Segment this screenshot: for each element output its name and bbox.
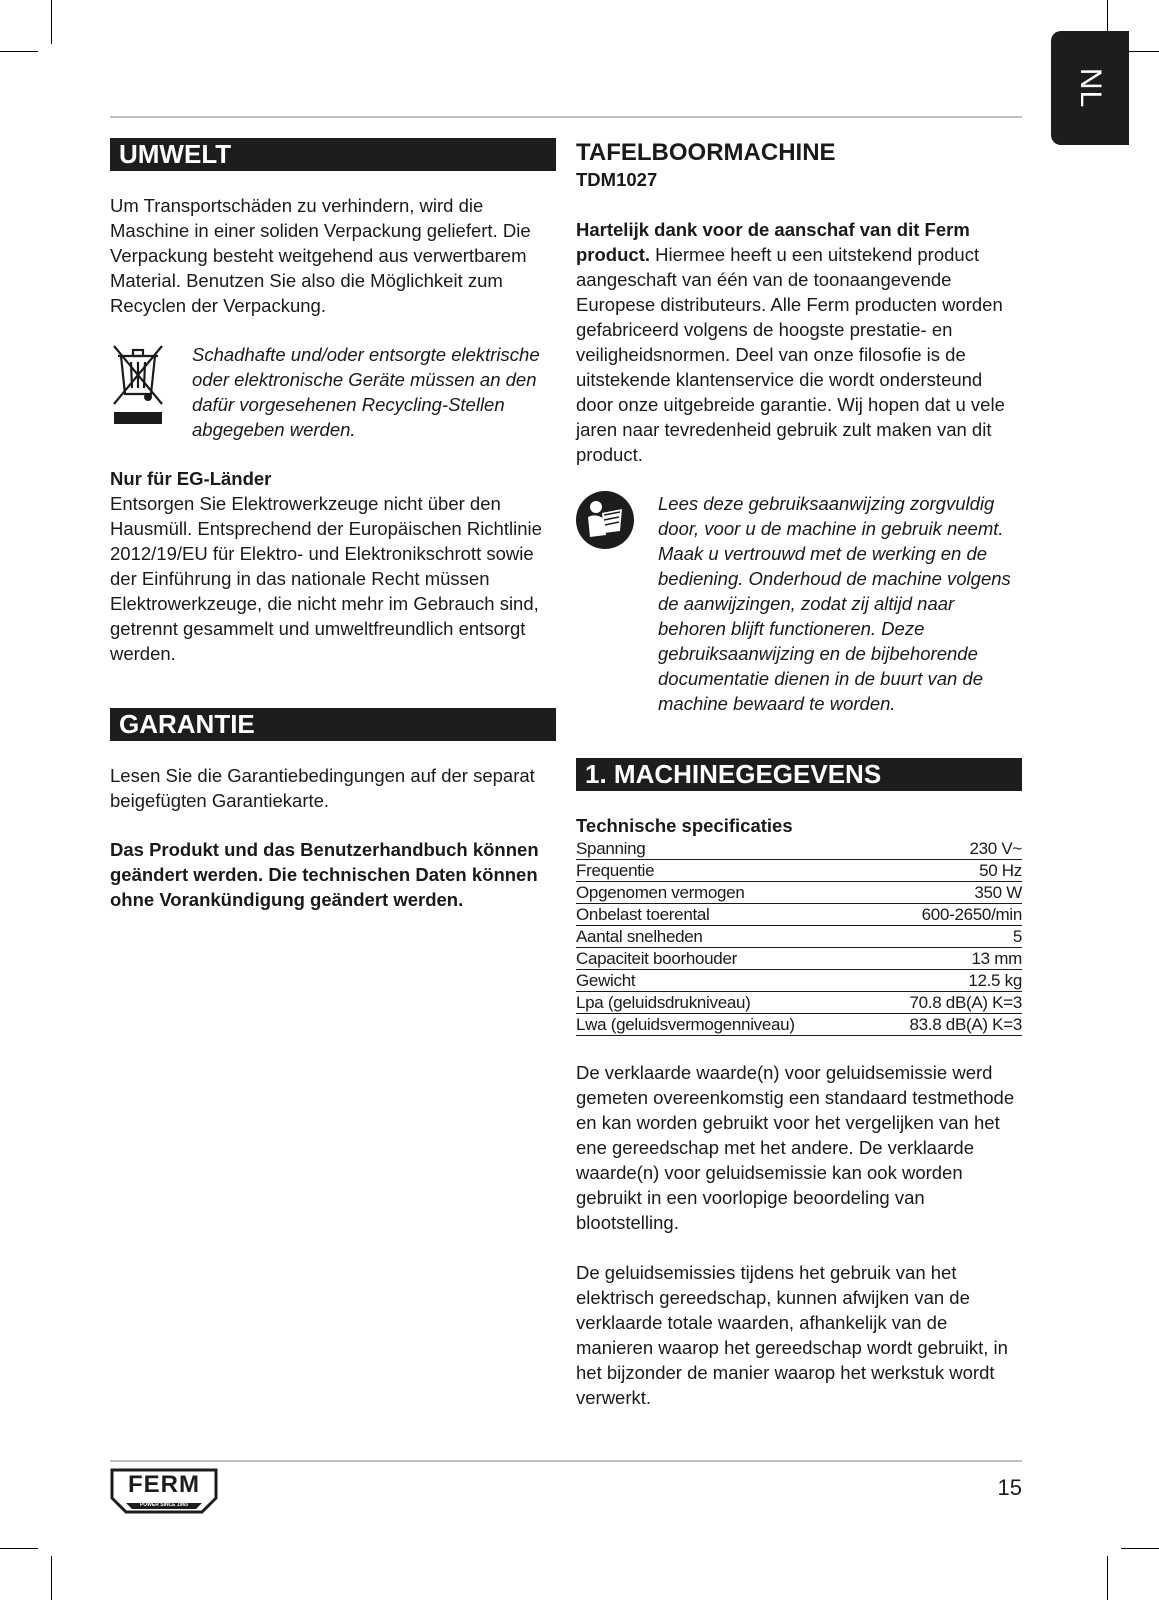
spec-label: Capaciteit boorhouder <box>576 948 870 970</box>
spec-value: 70.8 dB(A) K=3 <box>870 992 1022 1014</box>
noise-paragraph-2: De geluidsemissies tijdens het gebruik van het elektrisch gereedschap, kunnen afwijken van de verklaarde totale waarden, afhankelijk van de manieren waarop het gereedschap wordt gebruikt, in het bijzonder de manier waarop het werkstuk wordt verwerkt. <box>576 1262 1008 1408</box>
section-heading-umwelt: UMWELT <box>110 138 556 171</box>
weee-note-text: Schadhafte und/oder entsorgte elektrische oder elektronische Geräte müssen an den dafür vorgesehenen Recycling-Stellen abgegeben werden. <box>192 344 540 440</box>
section-heading-machinegegevens: 1. MACHINEGEGEVENS <box>576 758 1022 791</box>
product-title: TAFELBOORMACHINE <box>576 139 836 166</box>
spec-label: Aantal snelheden <box>576 926 870 948</box>
logo-text: FERM <box>128 1471 200 1498</box>
intro-bold: Hartelijk dank voor de aanschaf van dit Ferm product. <box>576 219 970 265</box>
manual-note <box>576 491 1022 716</box>
spec-row <box>576 860 1022 882</box>
garantie-body: Lesen Sie die Garantiebedingungen auf der separat beigefügten Garantiekarte. <box>110 765 535 811</box>
spec-row <box>576 904 1022 926</box>
spec-label: Onbelast toerental <box>576 904 870 926</box>
product-model: TDM1027 <box>576 169 658 190</box>
spec-value: 83.8 dB(A) K=3 <box>870 1014 1022 1036</box>
crop-mark <box>51 1556 52 1600</box>
left-column <box>110 138 556 912</box>
spec-value: 13 mm <box>870 948 1022 970</box>
spec-label: Lpa (geluidsdrukniveau) <box>576 992 870 1014</box>
weee-bin-icon <box>110 342 192 431</box>
page-number: 15 <box>997 1475 1022 1500</box>
spec-label: Opgenomen vermogen <box>576 882 870 904</box>
garantie-bold-note: Das Produkt und das Benutzerhandbuch können geändert werden. Die technischen Daten können ohne Vorankündigung geändert werden. <box>110 839 539 910</box>
intro-paragraph <box>576 217 1022 467</box>
spec-label: Lwa (geluidsvermogenniveau) <box>576 1014 870 1036</box>
manual-note-text: Lees deze gebruiksaanwijzing zorgvuldig door, voor u de machine in gebruik neemt. Maak u vertrouwd met de werking en de bediening. Onderhoud de machine volgens de aanwijzingen, zodat zij altijd naar behoren blijft functioneren. Deze gebruiksaanwijzing en de bijbehorende documentatie dienen in de buurt van de machine bewaard te worden. <box>658 493 1011 714</box>
spec-row <box>576 948 1022 970</box>
intro-rest: Hiermee heeft u een uitstekend product aangeschaft van één van de toonaangevende Europese distributeurs. Alle Ferm producten worden gefabriceerd volgens de hoogste prestatie- en veiligheidsnormen. Deel van onze filosofie is de uitstekende klantenservice die wordt ondersteund door onze uitgebreide garantie. Wij hopen dat u vele jaren naar tevredenheid gebruik zult maken van dit product. <box>576 244 1005 465</box>
noise-paragraph-1: De verklaarde waarde(n) voor geluidsemissie werd gemeten overeenkomstig een standaard testmethode en kan worden gebruikt voor het vergelijken van het ene gereedschap met het andere. De verklaarde waarde(n) voor geluidsemissie kan ook worden gebruikt in een voorlopige beoordeling van blootstelling. <box>576 1062 1015 1233</box>
spec-row <box>576 882 1022 904</box>
crop-mark <box>0 1548 38 1549</box>
eg-heading: Nur für EG-Länder <box>110 468 272 489</box>
language-tab-label: NL <box>1073 67 1107 109</box>
spec-table <box>576 838 1022 1036</box>
spec-label: Spanning <box>576 838 870 860</box>
crop-mark <box>1121 1548 1159 1549</box>
umwelt-body: Um Transportschäden zu verhindern, wird die Maschine in einer soliden Verpackung geliefert. Die Verpackung besteht weitgehend aus verwertbarem Material. Benutzen Sie also die Möglichkeit zum Recyclen der Verpackung. <box>110 195 531 316</box>
spec-row <box>576 1014 1022 1036</box>
spec-row <box>576 926 1022 948</box>
spec-title: Technische specificaties <box>576 815 793 836</box>
spec-value: 5 <box>870 926 1022 948</box>
spec-value: 50 Hz <box>870 860 1022 882</box>
spec-value: 600-2650/min <box>870 904 1022 926</box>
language-tab <box>1051 31 1129 145</box>
eg-body: Entsorgen Sie Elektrowerkzeuge nicht über den Hausmüll. Entsprechend der Europäischen Richtlinie 2012/19/EU für Elektro- und Elektronikschrott sowie der Einführung in das nationale Recht müssen Elektrowerkzeuge, die nicht mehr im Gebrauch sind, getrennt gesammelt und umweltfreundlich entsorgt werden. <box>110 493 542 664</box>
spec-row <box>576 838 1022 860</box>
spec-value: 350 W <box>870 882 1022 904</box>
section-heading-garantie: GARANTIE <box>110 708 556 741</box>
weee-note <box>110 342 556 442</box>
right-column <box>576 138 1022 1410</box>
logo-tagline: POWER SINCE 1965 <box>139 1502 189 1508</box>
crop-mark <box>0 51 38 52</box>
spec-label: Gewicht <box>576 970 870 992</box>
ferm-logo <box>110 1468 218 1519</box>
spec-value: 230 V~ <box>870 838 1022 860</box>
spec-label: Frequentie <box>576 860 870 882</box>
header-rule <box>110 116 1022 118</box>
spec-row <box>576 970 1022 992</box>
spec-row <box>576 992 1022 1014</box>
read-manual-icon <box>576 491 658 554</box>
crop-mark <box>1107 1556 1108 1600</box>
footer-rule <box>110 1460 1022 1462</box>
spec-value: 12.5 kg <box>870 970 1022 992</box>
crop-mark <box>51 0 52 44</box>
